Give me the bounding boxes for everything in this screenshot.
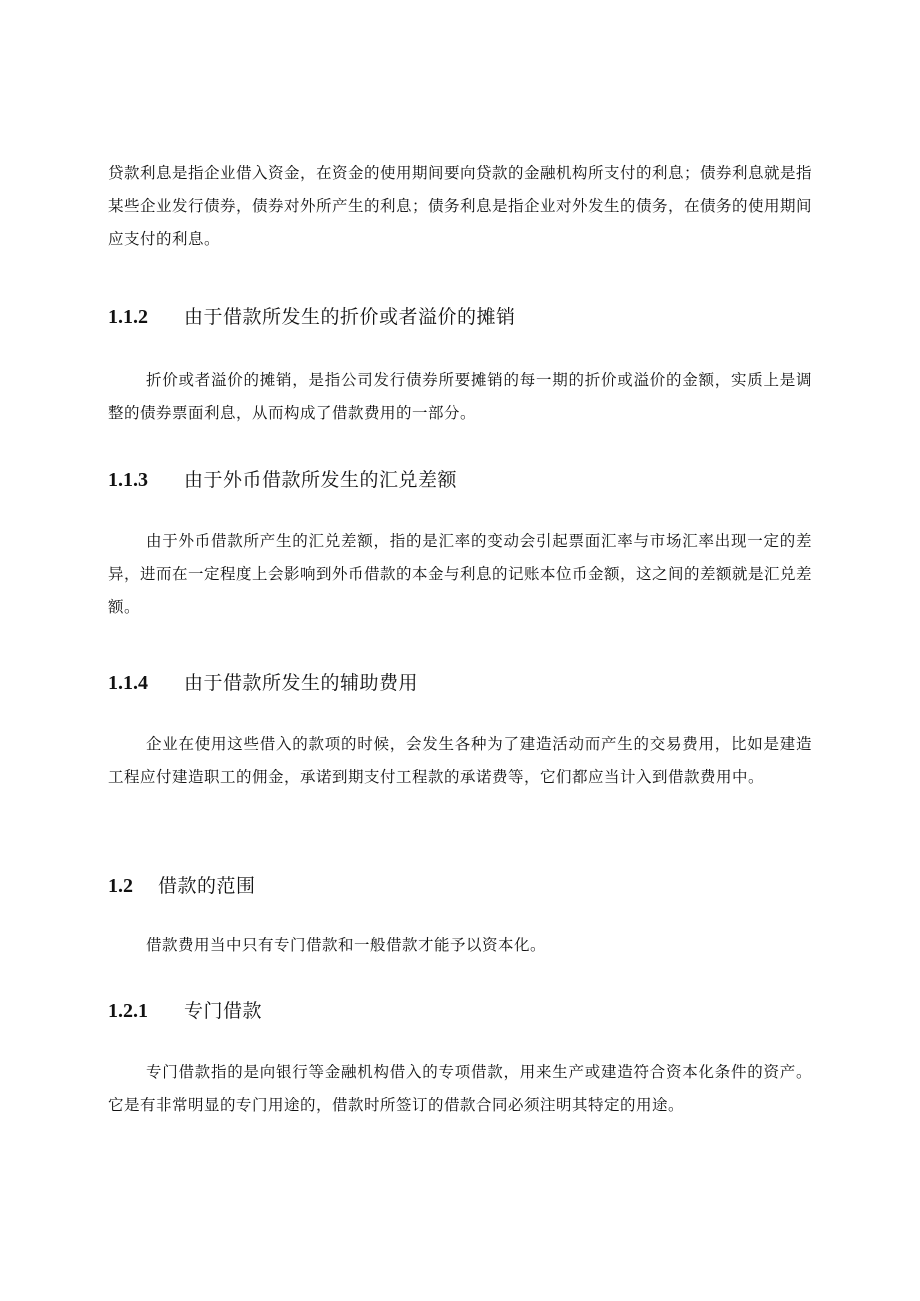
paragraph-auxiliary-costs: 企业在使用这些借入的款项的时候，会发生各种为了建造活动而产生的交易费用，比如是建造工程应付建造职工的佣金，承诺到期支付工程款的承诺费等，它们都应当计入到借款费用中。 xyxy=(108,735,812,786)
paragraph-borrowing-scope: 借款费用当中只有专门借款和一般借款才能予以资本化。 xyxy=(146,936,547,954)
section-number: 1.1.2 xyxy=(108,306,148,328)
section-heading-1-1-2 xyxy=(108,304,516,330)
section-title: 由于借款所发生的辅助费用 xyxy=(184,672,419,694)
paragraph-interest-types: 贷款利息是指企业借入资金，在资金的使用期间要向贷款的金融机构所支付的利息；债券利息就是指某些企业发行债券，债券对外所产生的利息；债务利息是指企业对外发生的债务，在债务的使用期间应支付的利息。 xyxy=(108,164,813,248)
section-title: 专门借款 xyxy=(184,1000,263,1022)
section-number: 1.2.1 xyxy=(108,1000,148,1022)
section-title: 由于借款所发生的折价或者溢价的摊销 xyxy=(184,306,516,328)
section-number: 1.1.3 xyxy=(108,469,148,491)
paragraph-discount-premium: 折价或者溢价的摊销，是指公司发行债券所要摊销的每一期的折价或溢价的金额，实质上是调整的债券票面利息，从而构成了借款费用的一部分。 xyxy=(108,371,812,422)
section-heading-1-2-1 xyxy=(108,998,262,1024)
section-number: 1.2 xyxy=(108,875,133,897)
paragraph-special-borrowing: 专门借款指的是向银行等金融机构借入的专项借款，用来生产或建造符合资本化条件的资产。它是有非常明显的专门用途的，借款时所签订的借款合同必须注明其特定的用途。 xyxy=(108,1063,812,1114)
section-heading-1-2 xyxy=(108,873,256,899)
section-title: 借款的范围 xyxy=(158,875,256,897)
paragraph-exchange-difference: 由于外币借款所产生的汇兑差额，指的是汇率的变动会引起票面汇率与市场汇率出现一定的差异，进而在一定程度上会影响到外币借款的本金与利息的记账本位币金额，这之间的差额就是汇兑差额。 xyxy=(108,532,813,616)
section-heading-1-1-3 xyxy=(108,467,457,493)
section-heading-1-1-4 xyxy=(108,670,418,696)
section-title: 由于外币借款所发生的汇兑差额 xyxy=(184,469,458,491)
section-number: 1.1.4 xyxy=(108,672,148,694)
